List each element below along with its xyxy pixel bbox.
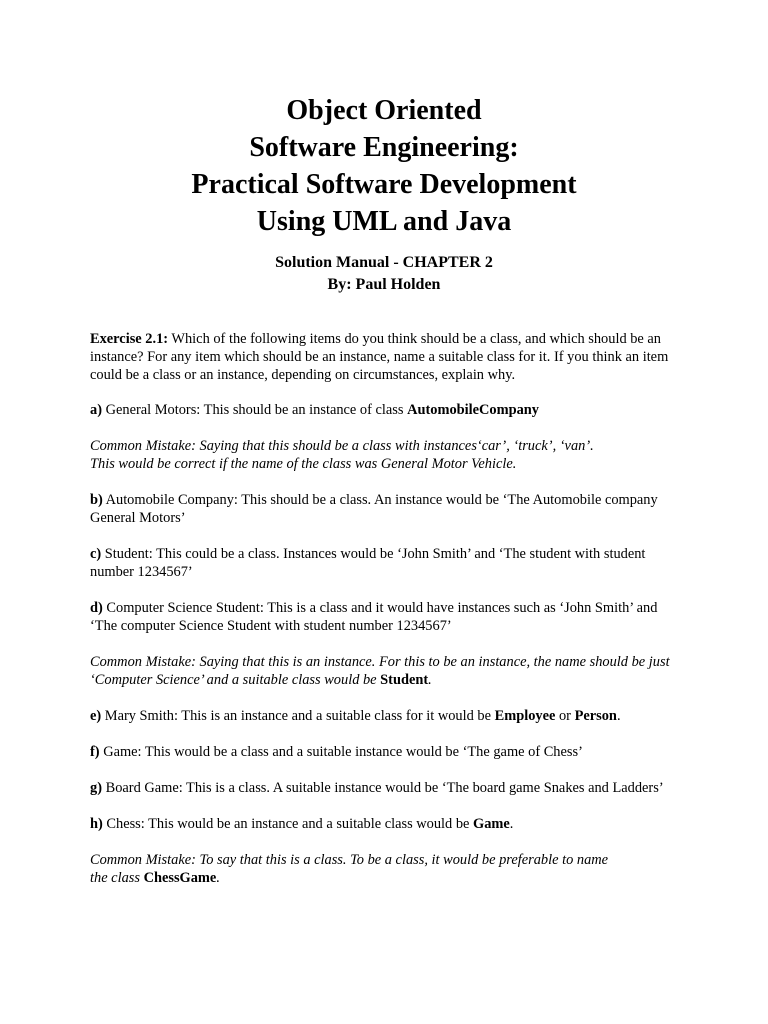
answer-e-label: e) (90, 708, 102, 724)
answer-g-text: Board Game: This is a class. A suitable instance would be ‘The board game Snakes and Ladders’ (102, 780, 664, 796)
common-mistake-3-end: . (216, 870, 220, 886)
exercise-question (90, 330, 680, 384)
exercise-text: Which of the following items do you think should be a class, and which should be an instance? For any item which should be an instance, name a suitable class for it. If you think an item could be a class or an instance, depending on circumstances, explain why. (90, 331, 669, 383)
exercise-label: Exercise 2.1: (90, 331, 169, 347)
answer-e-class-2: Person (574, 708, 617, 724)
answer-f-label: f) (90, 744, 100, 760)
answer-b (90, 491, 680, 527)
answer-f (90, 743, 680, 761)
answer-a (90, 401, 680, 419)
answer-c (90, 545, 680, 581)
title-line-1: Object Oriented (286, 95, 482, 126)
answer-h-text: Chess: This would be an instance and a suitable class would be (102, 816, 474, 832)
title-line-4: Using UML and Java (256, 206, 512, 237)
common-mistake-1 (90, 437, 680, 473)
answer-c-text: Student: This could be a class. Instances would be ‘John Smith’ and ‘The student with student number 1234567’ (90, 546, 646, 580)
answer-e-mid: or (555, 708, 575, 724)
answer-d-label: d) (90, 600, 103, 616)
common-mistake-2-end: . (428, 672, 432, 688)
answer-e-class-1: Employee (494, 708, 556, 724)
manual-chapter: Solution Manual - CHAPTER 2 (275, 254, 493, 271)
common-mistake-1-line1: Common Mistake: Saying that this should be a class with instances‘car’, ‘truck’, ‘van’. (90, 438, 594, 454)
answer-e-text: Mary Smith: This is an instance and a suitable class for it would be (101, 708, 495, 724)
title-line-2: Software Engineering: (249, 132, 519, 163)
answer-d (90, 599, 680, 635)
subtitle (0, 252, 768, 296)
common-mistake-3-class: ChessGame (143, 870, 217, 886)
answer-a-text: General Motors: This should be an instance of class (102, 402, 408, 418)
answer-h-class: Game (473, 816, 510, 832)
book-title (0, 92, 768, 240)
answer-d-text: Computer Science Student: This is a class and it would have instances such as ‘John Smith’ and ‘The computer Science Student with student number 1234567’ (90, 600, 658, 634)
answer-h-label: h) (90, 816, 103, 832)
answer-a-class: AutomobileCompany (407, 402, 540, 418)
answer-b-text: Automobile Company: This should be a class. An instance would be ‘The Automobile company General Motors’ (90, 492, 658, 526)
exercise-content (90, 330, 680, 905)
title-line-3: Practical Software Development (191, 169, 577, 200)
answer-b-label: b) (90, 492, 103, 508)
answer-e (90, 707, 680, 725)
answer-f-text: Game: This would be a class and a suitable instance would be ‘The game of Chess’ (99, 744, 583, 760)
common-mistake-2-class: Student (380, 672, 429, 688)
answer-g-label: g) (90, 780, 102, 796)
answer-h-end: . (509, 816, 514, 832)
answer-g (90, 779, 680, 797)
common-mistake-1-line2: This would be correct if the name of the class was General Motor Vehicle. (90, 456, 517, 472)
answer-c-label: c) (90, 546, 102, 562)
author: By: Paul Holden (327, 276, 441, 293)
common-mistake-2 (90, 653, 680, 689)
answer-e-end: . (616, 708, 621, 724)
common-mistake-3-line1: Common Mistake: To say that this is a class. To be a class, it would be preferable to name (90, 852, 609, 868)
answer-h (90, 815, 680, 833)
common-mistake-3 (90, 851, 680, 887)
answer-a-label: a) (90, 402, 102, 418)
common-mistake-2-text: Common Mistake: Saying that this is an instance. For this to be an instance, the name should be just ‘Computer Science’ and a suitable class would be (90, 654, 670, 688)
common-mistake-3-line2: the class (90, 870, 144, 886)
